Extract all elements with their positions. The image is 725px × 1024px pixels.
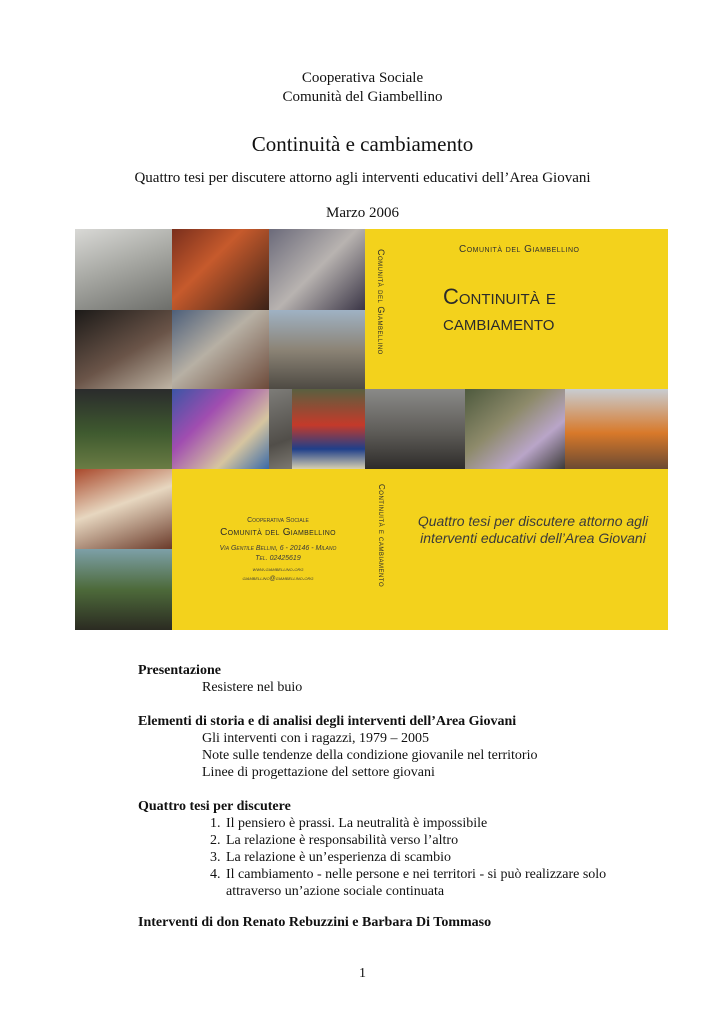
toc-numbered-item: 1. Il pensiero è prassi. La neutralità è impossibile [224, 815, 678, 832]
photo-snowy-street [75, 229, 172, 310]
toc-item: Note sulle tendenze della condizione giovanile nel territorio [202, 748, 538, 763]
photo-rafting [292, 389, 365, 469]
cover-address-line: Via Gentile Bellini, 6 - 20146 - Milano [219, 545, 337, 552]
cover-org-name: Comunità del Giambellino [220, 527, 336, 538]
cover-coop-label: Cooperativa Sociale [247, 517, 309, 524]
cover-website: www.giambellino.org [252, 567, 304, 573]
organization-type: Cooperativa Sociale [301, 70, 424, 86]
cover-title: Continuità e cambiamento [443, 284, 556, 335]
toc-heading: Interventi di don Renato Rebuzzini e Barbara Di Tommaso [138, 915, 492, 930]
toc-item: Linee di progettazione del settore giovani [202, 765, 435, 780]
toc-section-presentazione [138, 662, 678, 696]
organization-name: Comunità del Giambellino [282, 89, 443, 105]
photo-night-group [75, 310, 172, 389]
photo-classroom [172, 310, 269, 389]
document-date: Marzo 2006 [326, 205, 399, 221]
toc-item: Gli interventi con i ragazzi, 1979 – 2005 [202, 731, 430, 746]
photo-kids-snow [269, 229, 365, 310]
photo-soccer [75, 389, 172, 469]
toc-numbered-item: 4. Il cambiamento - nelle persone e nei territori - si può realizzare solo attraverso un’azione sociale continuata [224, 866, 678, 900]
toc-section-elementi [138, 713, 678, 781]
toc-section-tesi [138, 798, 678, 900]
toc-numbered-item: 3. La relazione è un’esperienza di scambio [224, 849, 678, 866]
cover-address [183, 544, 373, 564]
document-title: Continuità e cambiamento [251, 132, 474, 156]
toc-numbered-item: 2. La relazione è responsabilità verso l’altro [224, 832, 678, 849]
toc-numbered-list [138, 815, 678, 900]
cover-web [183, 566, 373, 584]
cover-phone: Tel. 02425619 [255, 555, 301, 562]
toc-heading: Elementi di storia e di analisi degli interventi dell’Area Giovani [138, 714, 517, 729]
photo-courtyard [75, 549, 172, 630]
photo-tram [565, 389, 668, 469]
toc-heading: Presentazione [138, 663, 221, 678]
photo-construction [269, 310, 365, 389]
cover-subtitle: Quattro tesi per discutere attorno agli interventi educativi dell’Area Giovani [417, 513, 649, 546]
cover-email: giambellino@giambellino.org [242, 576, 314, 582]
cover-top-label: Comunità del Giambellino [459, 244, 580, 255]
toc-section-interventi [138, 914, 678, 931]
toc-heading: Quattro tesi per discutere [138, 799, 291, 814]
photo-mural [172, 389, 269, 469]
photo-group-party [172, 229, 269, 310]
cover-spine-title: Continuità e cambiamento [377, 484, 386, 588]
page-number: 1 [359, 966, 366, 981]
toc-item: Resistere nel buio [202, 680, 303, 695]
photo-graffiti [465, 389, 565, 469]
document-subtitle: Quattro tesi per discutere attorno agli interventi educativi dell’Area Giovani [134, 170, 591, 186]
photo-dinner [75, 469, 172, 549]
cover-image [75, 229, 668, 630]
cover-spine-label: Comunità del Giambellino [376, 249, 386, 355]
